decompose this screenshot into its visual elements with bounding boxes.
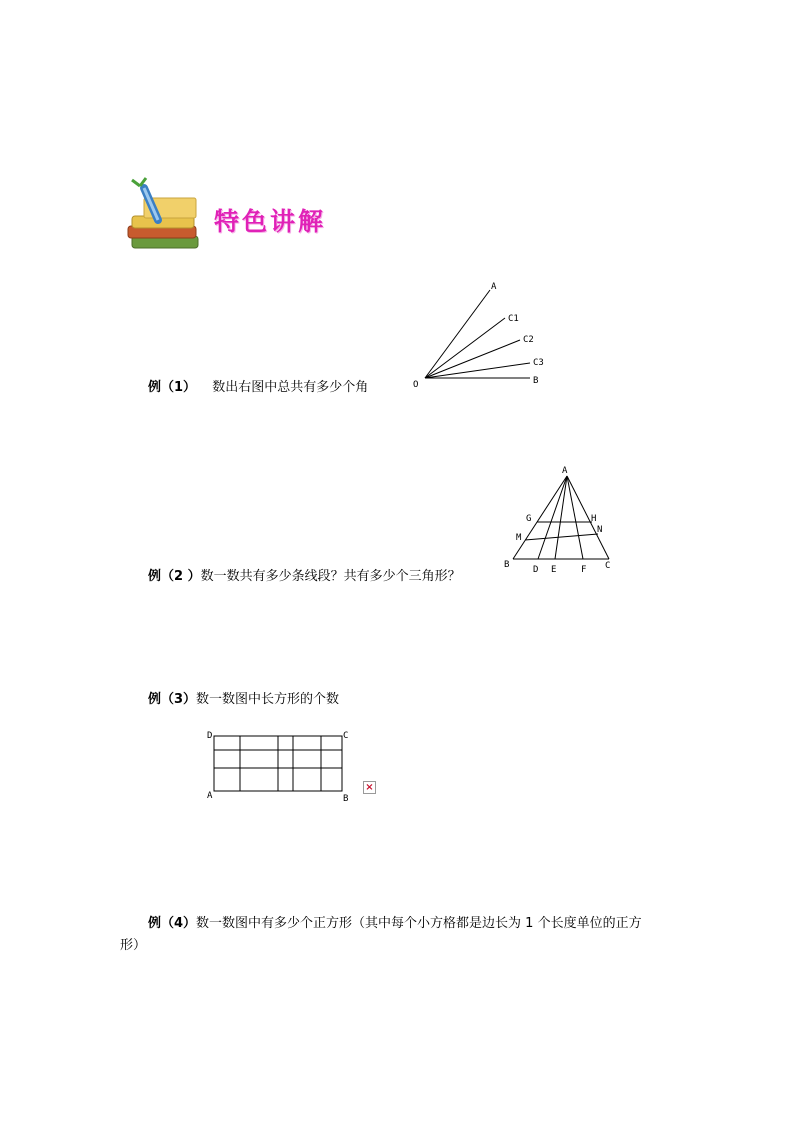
example1-number: 例（1）: [148, 380, 197, 395]
label-h: H: [591, 514, 597, 524]
section-header: [122, 176, 342, 256]
broken-image-icon: ×: [363, 781, 376, 794]
example3-grid-figure: [200, 728, 360, 808]
example3-text: 数一数图中长方形的个数: [196, 692, 340, 707]
ray-oc3: [425, 363, 530, 378]
example3-question: [148, 688, 339, 707]
books-pencil-icon: [122, 176, 206, 256]
example4-number: 例（4）: [148, 916, 197, 931]
label-b: B: [343, 794, 349, 804]
label-g: G: [526, 514, 532, 524]
label-d: D: [207, 731, 213, 741]
label-c1: C1: [508, 314, 519, 324]
ray-oc1: [425, 318, 505, 378]
label-c: C: [605, 561, 611, 571]
label-f: F: [581, 565, 587, 575]
example2-number: 例（2 ）: [148, 569, 201, 584]
label-d: D: [533, 565, 539, 575]
example1-text: 数出右图中总共有多少个角: [212, 380, 369, 395]
example4-question: [148, 912, 642, 931]
example2-triangle-figure: [495, 464, 625, 579]
label-b: B: [533, 376, 539, 386]
example1-question: [148, 376, 368, 395]
label-a: A: [562, 466, 568, 476]
label-e: E: [551, 565, 557, 575]
side-ab: [513, 476, 567, 559]
example4-question-cont: 形）: [120, 938, 147, 953]
label-n: N: [597, 525, 603, 535]
label-o: O: [413, 380, 419, 390]
seg-af: [567, 476, 583, 559]
example4-text: 数一数图中有多少个正方形（其中每个小方格都是边长为 1 个长度单位的正方: [196, 916, 642, 931]
label-c2: C2: [523, 335, 534, 345]
example2-text: 数一数共有多少条线段？共有多少个三角形？: [200, 569, 461, 584]
label-b: B: [504, 560, 510, 570]
label-c: C: [343, 731, 349, 741]
seg-mn: [525, 534, 598, 540]
example1-angle-figure: [405, 278, 565, 398]
label-m: M: [516, 533, 522, 543]
example2-question: [148, 565, 461, 584]
side-ac: [567, 476, 609, 559]
label-a: A: [207, 791, 213, 801]
seg-ae: [555, 476, 567, 559]
label-c3: C3: [533, 358, 544, 368]
example3-number: 例（3）: [148, 692, 197, 707]
section-title: 特色讲解: [214, 207, 327, 236]
seg-ad: [538, 476, 567, 559]
label-a: A: [491, 282, 497, 292]
